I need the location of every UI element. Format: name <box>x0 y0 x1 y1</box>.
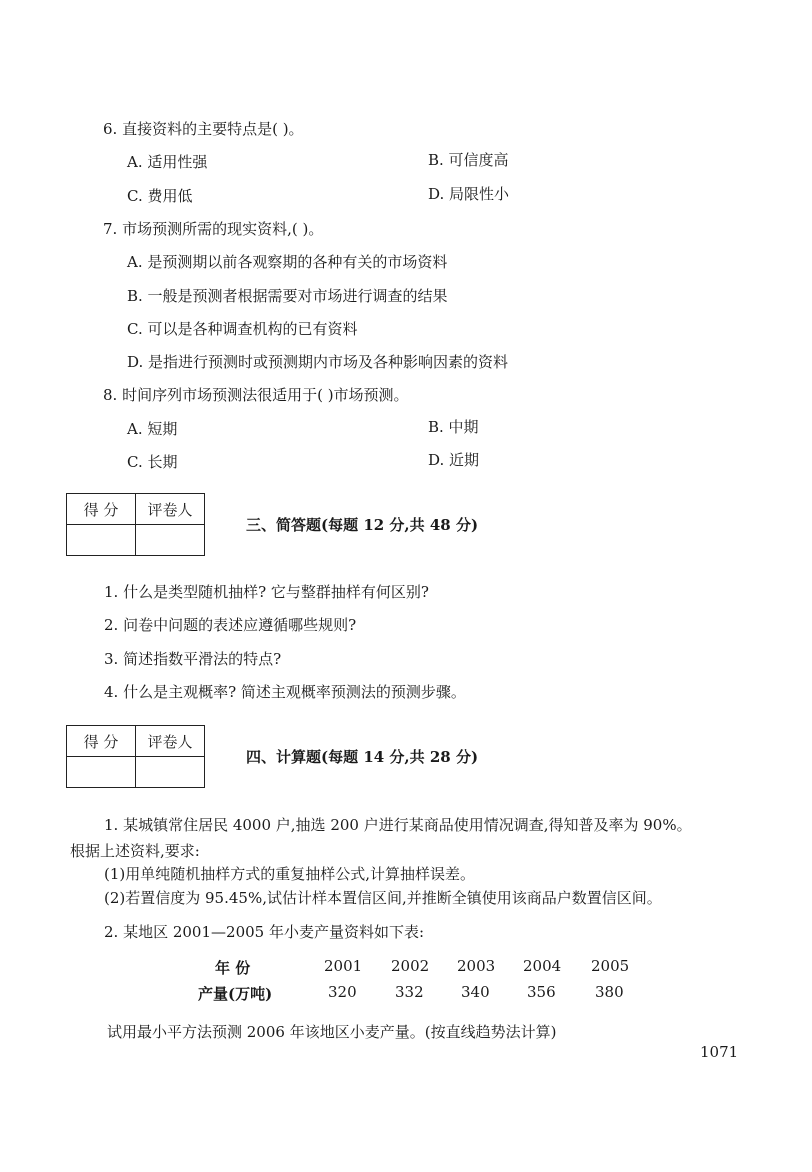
section-3-title: 三、简答题(每题 12 分,共 48 分) <box>246 516 479 534</box>
year-cell: 2005 <box>591 957 630 975</box>
grader-cell <box>136 757 205 788</box>
output-cell: 332 <box>395 983 424 1001</box>
question-6-option-a: A. 适用性强 <box>127 153 208 171</box>
score-box-section-4 <box>66 725 205 788</box>
question-8-option-a: A. 短期 <box>127 420 178 438</box>
calc-question-1-line-2: 根据上述资料,要求: <box>70 842 200 860</box>
short-answer-question-2: 2. 问卷中问题的表述应遵循哪些规则? <box>104 616 357 634</box>
question-7-stem: 7. 市场预测所需的现实资料,( )。 <box>103 220 324 238</box>
calc-question-1-sub-2: (2)若置信度为 95.45%,试估计样本置信区间,并推断全镇使用该商品户数置信区间。 <box>104 889 662 907</box>
grader-label: 评卷人 <box>136 494 205 525</box>
page-number: 1071 <box>700 1043 739 1061</box>
question-8-stem: 8. 时间序列市场预测法很适用于( )市场预测。 <box>103 386 409 404</box>
output-cell: 340 <box>461 983 490 1001</box>
output-cell: 380 <box>595 983 624 1001</box>
calc-question-1-line-1: 1. 某城镇常住居民 4000 户,抽选 200 户进行某商品使用情况调查,得知普及率为 90%。 <box>104 816 692 834</box>
calc-question-2-intro: 2. 某地区 2001—2005 年小麦产量资料如下表: <box>104 923 425 941</box>
question-8-option-d: D. 近期 <box>428 451 480 469</box>
year-label: 年 份 <box>215 959 251 977</box>
output-cell: 356 <box>527 983 556 1001</box>
short-answer-question-3: 3. 简述指数平滑法的特点? <box>104 650 282 668</box>
question-7-option-b: B. 一般是预测者根据需要对市场进行调查的结果 <box>127 287 448 305</box>
short-answer-question-1: 1. 什么是类型随机抽样? 它与整群抽样有何区别? <box>104 583 429 601</box>
grader-cell <box>136 525 205 556</box>
short-answer-question-4: 4. 什么是主观概率? 简述主观概率预测法的预测步骤。 <box>104 683 466 701</box>
score-cell <box>67 757 136 788</box>
question-8-option-c: C. 长期 <box>127 453 178 471</box>
question-6-stem: 6. 直接资料的主要特点是( )。 <box>103 120 304 138</box>
question-7-option-a: A. 是预测期以前各观察期的各种有关的市场资料 <box>127 253 448 271</box>
question-7-option-d: D. 是指进行预测时或预测期内市场及各种影响因素的资料 <box>127 353 509 371</box>
question-6-option-b: B. 可信度高 <box>428 151 509 169</box>
year-cell: 2004 <box>523 957 562 975</box>
score-box-section-3 <box>66 493 205 556</box>
question-7-option-c: C. 可以是各种调查机构的已有资料 <box>127 320 358 338</box>
section-4-title: 四、计算题(每题 14 分,共 28 分) <box>246 748 479 766</box>
output-label: 产量(万吨) <box>198 985 273 1003</box>
score-label: 得 分 <box>67 494 136 525</box>
calc-question-1-sub-1: (1)用单纯随机抽样方式的重复抽样公式,计算抽样误差。 <box>104 865 476 883</box>
year-cell: 2001 <box>324 957 363 975</box>
year-cell: 2003 <box>457 957 496 975</box>
question-6-option-c: C. 费用低 <box>127 187 193 205</box>
output-cell: 320 <box>328 983 357 1001</box>
score-label: 得 分 <box>67 726 136 757</box>
score-cell <box>67 525 136 556</box>
year-cell: 2002 <box>391 957 430 975</box>
question-6-option-d: D. 局限性小 <box>428 185 510 203</box>
grader-label: 评卷人 <box>136 726 205 757</box>
calc-question-2-ask: 试用最小平方法预测 2006 年该地区小麦产量。(按直线趋势法计算) <box>107 1023 557 1041</box>
question-8-option-b: B. 中期 <box>428 418 479 436</box>
